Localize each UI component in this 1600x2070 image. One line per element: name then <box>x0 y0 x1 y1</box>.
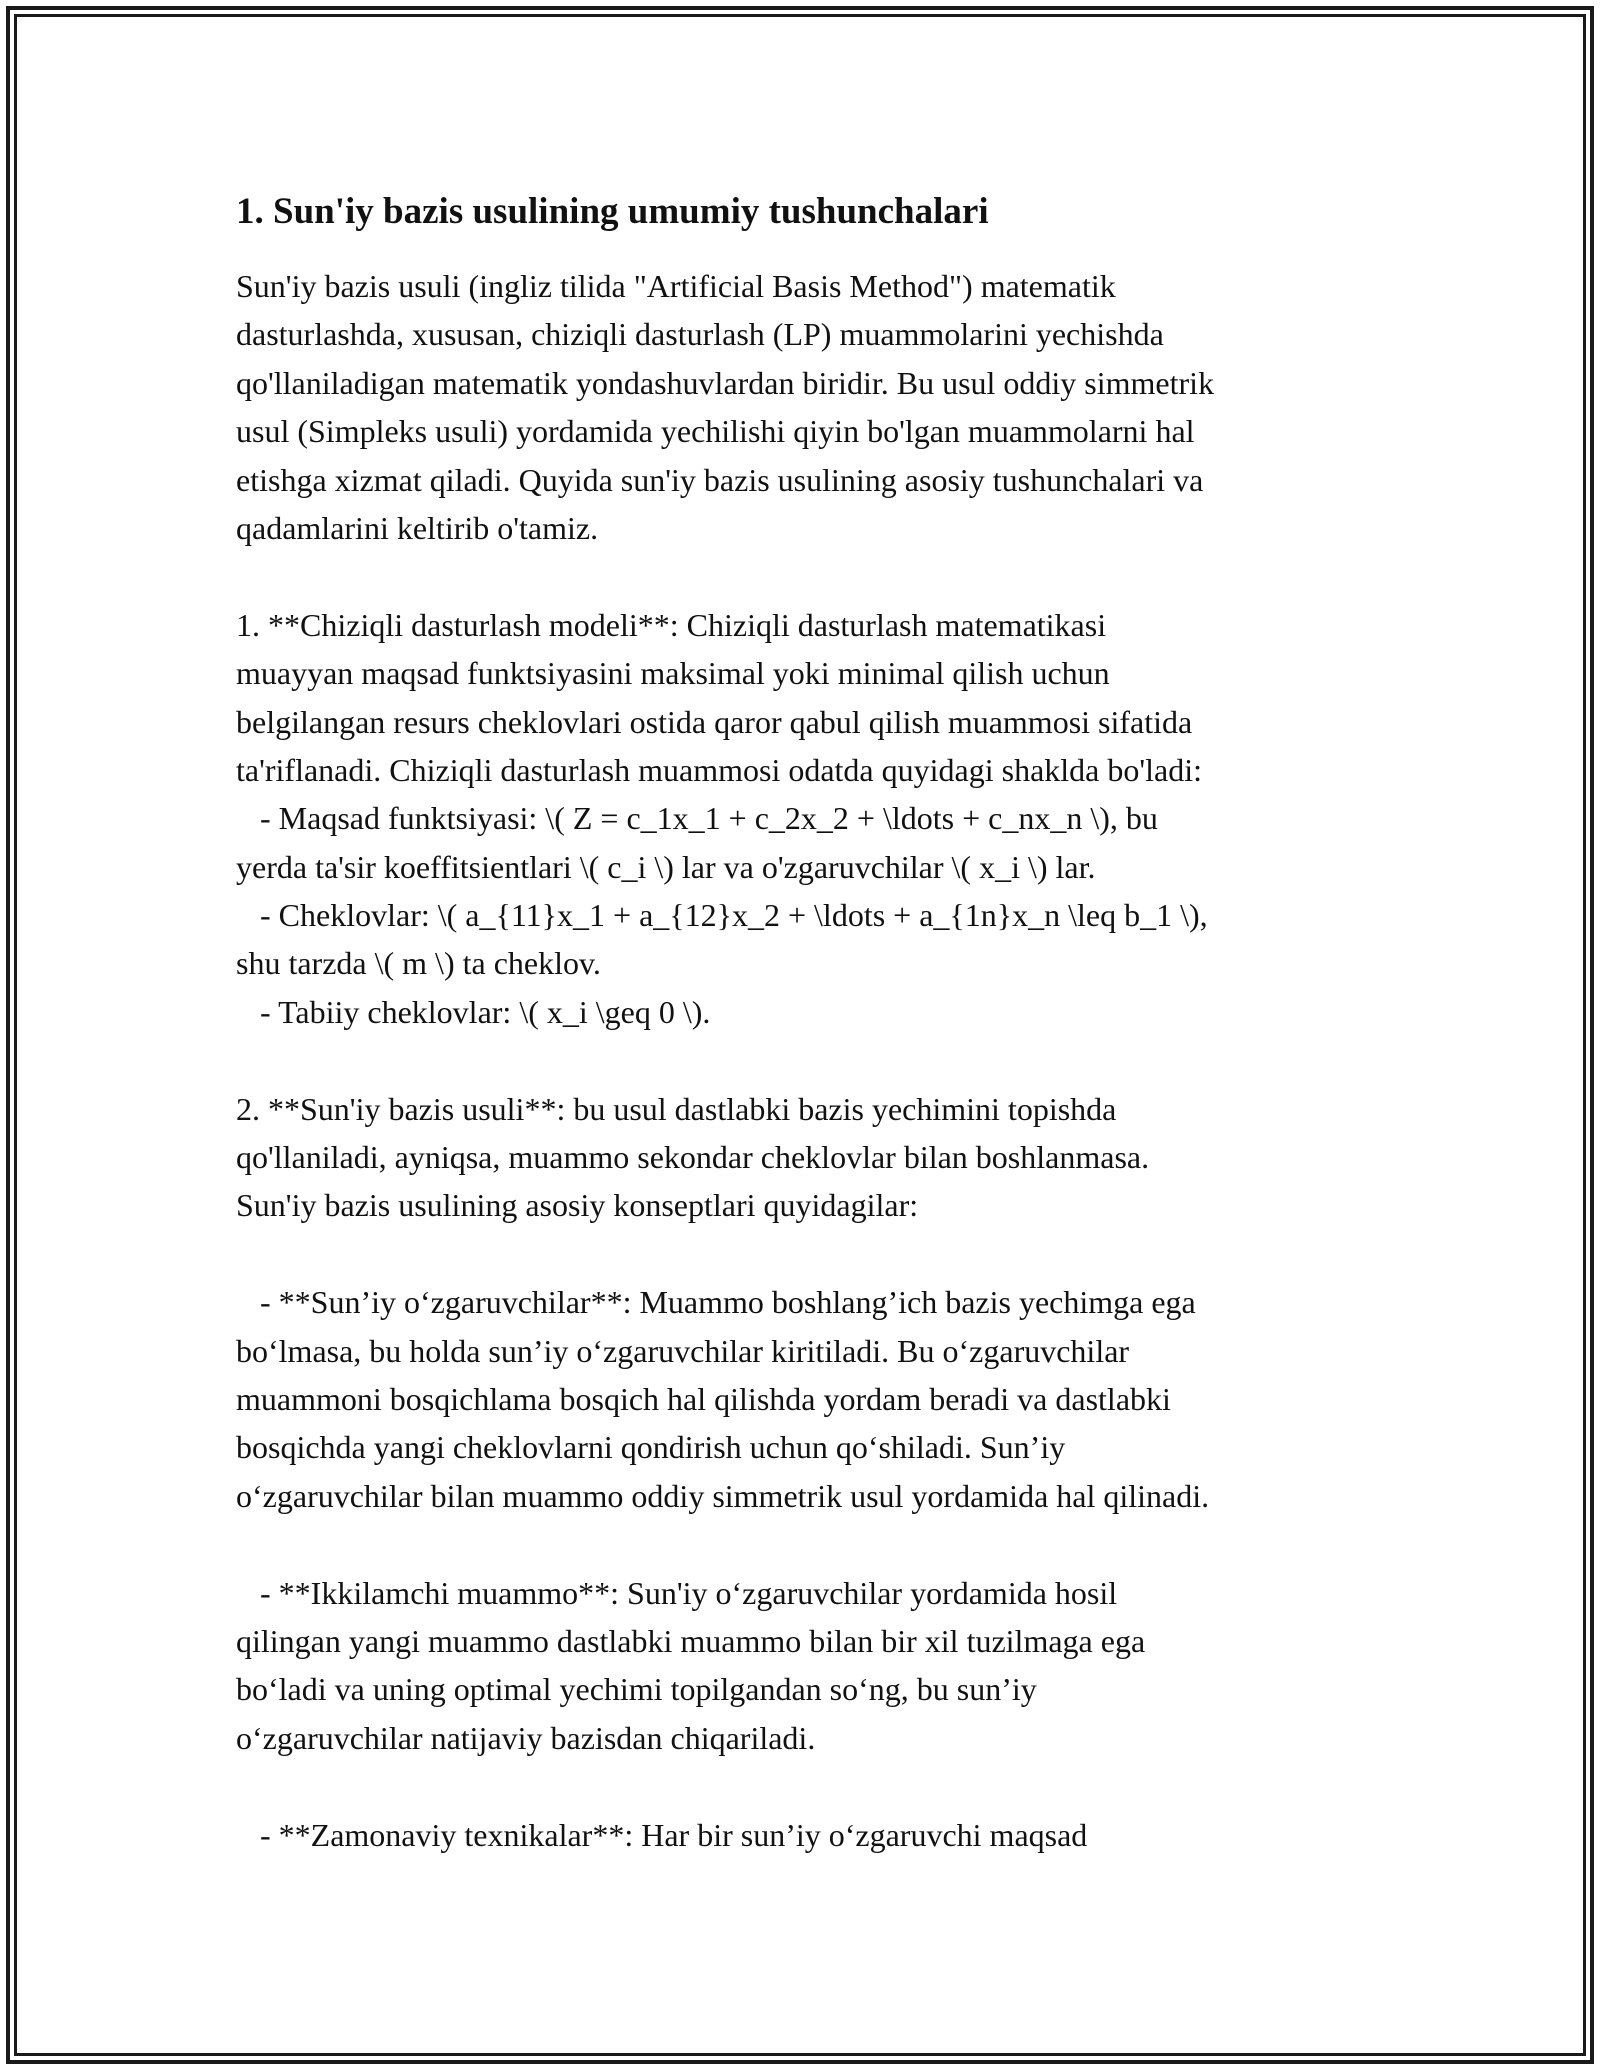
text-line: o‘zgaruvchilar bilan muammo oddiy simmetrik usul yordamida hal qilinadi. <box>236 1477 1210 1514</box>
blank-line <box>236 1036 1416 1084</box>
text-line: qo'llaniladigan matematik yondashuvlardan biridir. Bu usul oddiy simmetrik <box>236 364 1215 401</box>
text-line: - Cheklovlar: \( a_{11}x_1 + a_{12}x_2 + \ldots + a_{1n}x_n \leq b_1 \), <box>236 897 1208 934</box>
text-line: ta'riflanadi. Chiziqli dasturlash muammosi odatda quyidagi shaklda bo'ladi: <box>236 751 1202 788</box>
text-line: 2. **Sun'iy bazis usuli**: bu usul dastlabki bazis yechimini topishda <box>236 1090 1117 1127</box>
text-line: etishga xizmat qiladi. Quyida sun'iy bazis usulining asosiy tushunchalari va <box>236 461 1204 498</box>
document-body <box>236 188 1416 1859</box>
text-line: usul (Simpleks usuli) yordamida yechilishi qiyin bo'lgan muammolarni hal <box>236 413 1195 450</box>
text-line: Sun'iy bazis usuli (ingliz tilida "Artificial Basis Method") matematik <box>236 268 1116 304</box>
text-line: - Tabiiy cheklovlar: \( x_i \geq 0 \). <box>236 993 711 1030</box>
text-line: o‘zgaruvchilar natijaviy bazisdan chiqariladi. <box>236 1719 816 1756</box>
body-text <box>236 262 1416 1859</box>
text-line: - **Ikkilamchi muammo**: Sun'iy o‘zgaruvchilar yordamida hosil <box>236 1574 1118 1611</box>
text-line: - **Zamonaviy texnikalar**: Har bir sun’iy o‘zgaruvchi maqsad <box>236 1816 1088 1853</box>
text-line: qilingan yangi muammo dastlabki muammo bilan bir xil tuzilmaga ega <box>236 1622 1146 1659</box>
text-line: bo‘lmasa, bu holda sun’iy o‘zgaruvchilar kiritiladi. Bu o‘zgaruvchilar <box>236 1332 1130 1369</box>
text-line: belgilangan resurs cheklovlari ostida qaror qabul qilish muammosi sifatida <box>236 703 1193 740</box>
text-line: - Maqsad funktsiyasi: \( Z = c_1x_1 + c_2x_2 + \ldots + c_nx_n \), bu <box>236 800 1158 837</box>
text-line: qo'llaniladi, ayniqsa, muammo sekondar cheklovlar bilan boshlanmasa. <box>236 1139 1150 1176</box>
text-line: - **Sun’iy o‘zgaruvchilar**: Muammo boshlang’ich bazis yechimga ega <box>236 1284 1196 1321</box>
text-line: muayyan maqsad funktsiyasini maksimal yoki minimal qilish uchun <box>236 655 1110 692</box>
blank-line <box>236 1762 1416 1810</box>
text-line: yerda ta'sir koeffitsientlari \( c_i \) lar va o'zgaruvchilar \( x_i \) lar. <box>236 848 1096 885</box>
blank-line <box>236 1520 1416 1568</box>
text-line: 1. **Chiziqli dasturlash modeli**: Chiziqli dasturlash matematikasi <box>236 606 1107 643</box>
text-line: Sun'iy bazis usulining asosiy konseptlari quyidagilar: <box>236 1187 919 1224</box>
section-heading: 1. Sun'iy bazis usulining umumiy tushunchalari <box>236 191 989 232</box>
text-line: muammoni bosqichlama bosqich hal qilishda yordam beradi va dastlabki <box>236 1380 1171 1417</box>
text-line: bosqichda yangi cheklovlarni qondirish uchun qo‘shiladi. Sun’iy <box>236 1429 1066 1466</box>
text-line: shu tarzda \( m \) ta cheklov. <box>236 945 601 982</box>
blank-line <box>236 552 1416 600</box>
text-line: bo‘ladi va uning optimal yechimi topilgandan so‘ng, bu sun’iy <box>236 1671 1037 1708</box>
text-line: dasturlashda, xususan, chiziqli dasturlash (LP) muammolarini yechishda <box>236 316 1164 353</box>
blank-line <box>236 1230 1416 1278</box>
text-line: qadamlarini keltirib o'tamiz. <box>236 509 599 546</box>
